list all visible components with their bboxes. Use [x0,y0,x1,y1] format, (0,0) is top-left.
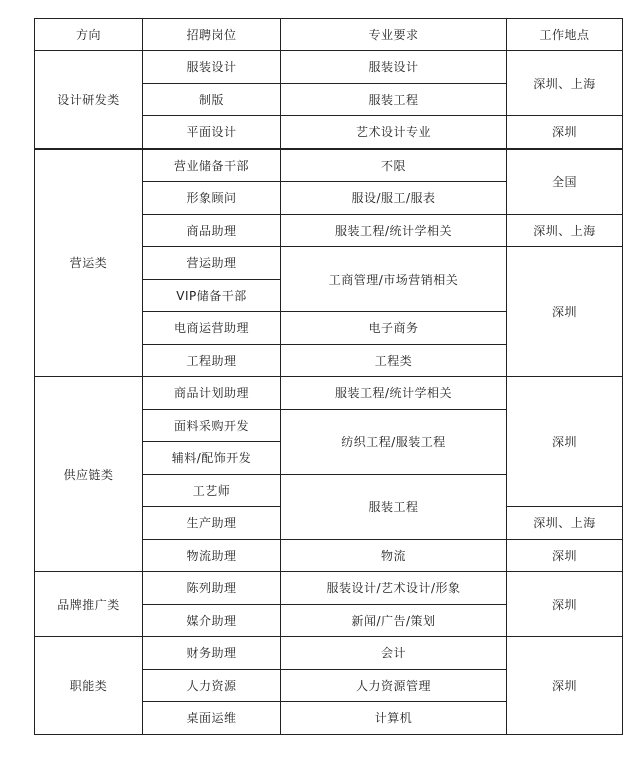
major-cell: 服设/服工/服表 [281,182,507,215]
position-cell: 面料采购开发 [143,409,281,442]
major-cell: 电子商务 [281,312,507,345]
position-cell: 形象顾问 [143,182,281,215]
recruitment-table [34,18,623,735]
location-cell: 深圳 [507,377,623,507]
group-cell: 职能类 [35,637,143,735]
major-cell: 物流 [281,539,507,572]
major-cell: 纺织工程/服装工程 [281,409,507,474]
major-cell: 计算机 [281,702,507,735]
header-row [35,19,623,51]
position-cell: 人力资源 [143,669,281,702]
group-cell: 设计研发类 [35,51,143,149]
position-cell: 辅料/配饰开发 [143,442,281,475]
position-cell: 制版 [143,83,281,116]
group-cell: 营运类 [35,149,143,377]
major-cell: 工商管理/市场营销相关 [281,247,507,312]
header-position: 招聘岗位 [143,19,281,51]
position-cell: 桌面运维 [143,702,281,735]
table-row [35,149,623,182]
location-cell: 深圳、上海 [507,214,623,247]
table-row [35,572,623,605]
location-cell: 全国 [507,149,623,215]
position-cell: 平面设计 [143,116,281,149]
major-cell: 工程类 [281,344,507,377]
major-cell: 服装设计 [281,51,507,84]
major-cell: 服装工程 [281,83,507,116]
header-major: 专业要求 [281,19,507,51]
position-cell: 物流助理 [143,539,281,572]
major-cell: 人力资源管理 [281,669,507,702]
group-cell: 品牌推广类 [35,572,143,637]
table-row [35,637,623,670]
table-row [35,377,623,410]
location-cell: 深圳、上海 [507,507,623,540]
position-cell: 陈列助理 [143,572,281,605]
location-cell: 深圳 [507,637,623,735]
header-location: 工作地点 [507,19,623,51]
major-cell: 服装工程/统计学相关 [281,214,507,247]
position-cell: 媒介助理 [143,604,281,637]
location-cell: 深圳 [507,116,623,149]
major-cell: 新闻/广告/策划 [281,604,507,637]
major-cell: 艺术设计专业 [281,116,507,149]
group-cell: 供应链类 [35,377,143,572]
major-cell: 服装工程/统计学相关 [281,377,507,410]
major-cell: 不限 [281,149,507,182]
major-cell: 服装工程 [281,474,507,539]
position-cell: 商品助理 [143,214,281,247]
location-cell: 深圳 [507,247,623,377]
position-cell: 工程助理 [143,344,281,377]
table-row [35,51,623,84]
position-cell: 商品计划助理 [143,377,281,410]
location-cell: 深圳、上海 [507,51,623,116]
position-cell: 营运助理 [143,247,281,280]
header-direction: 方向 [35,19,143,51]
location-cell: 深圳 [507,539,623,572]
major-cell: 会计 [281,637,507,670]
position-cell: 生产助理 [143,507,281,540]
position-cell: 电商运营助理 [143,312,281,345]
position-cell: VIP储备干部 [143,279,281,312]
location-cell: 深圳 [507,572,623,637]
position-cell: 营业储备干部 [143,149,281,182]
position-cell: 财务助理 [143,637,281,670]
position-cell: 工艺师 [143,474,281,507]
major-cell: 服装设计/艺术设计/形象 [281,572,507,605]
position-cell: 服装设计 [143,51,281,84]
